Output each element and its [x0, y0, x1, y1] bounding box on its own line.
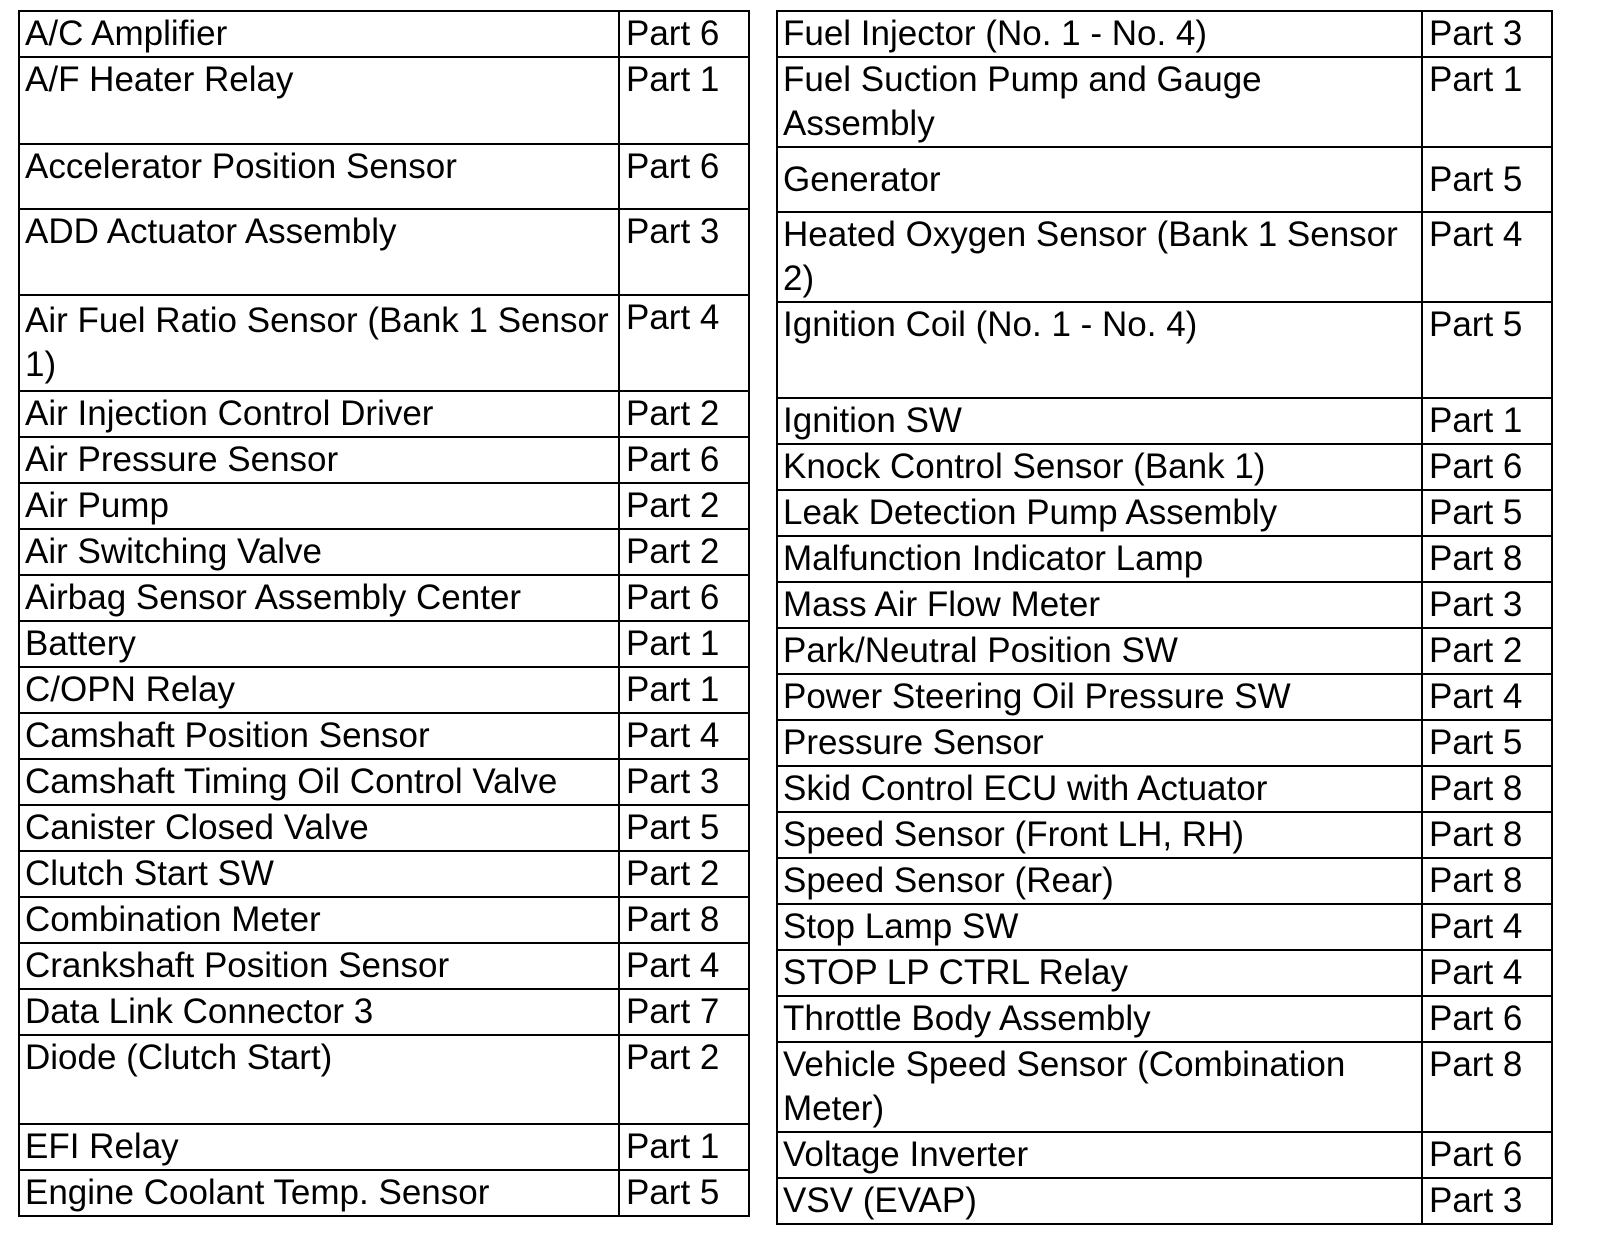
table-row	[19, 1170, 749, 1216]
table-row	[777, 398, 1552, 444]
part-number: Part 4	[619, 943, 749, 989]
table-row	[19, 1035, 749, 1124]
component-name: Speed Sensor (Front LH, RH)	[777, 812, 1422, 858]
table-row	[19, 57, 749, 144]
component-name: C/OPN Relay	[19, 667, 619, 713]
table-row	[777, 444, 1552, 490]
part-number: Part 4	[1422, 212, 1552, 302]
table-row	[19, 989, 749, 1035]
component-name: Mass Air Flow Meter	[777, 582, 1422, 628]
component-name: Knock Control Sensor (Bank 1)	[777, 444, 1422, 490]
part-number: Part 2	[619, 391, 749, 437]
part-number: Part 1	[1422, 398, 1552, 444]
table-row	[777, 582, 1552, 628]
table-row	[777, 302, 1552, 398]
component-name: Canister Closed Valve	[19, 805, 619, 851]
component-name: Voltage Inverter	[777, 1132, 1422, 1178]
part-number: Part 4	[619, 295, 749, 391]
component-name: Fuel Suction Pump and Gauge Assembly	[777, 57, 1422, 147]
table-row	[19, 1124, 749, 1170]
component-name: A/F Heater Relay	[19, 57, 619, 144]
part-number: Part 8	[1422, 766, 1552, 812]
table-row	[19, 391, 749, 437]
component-name: Fuel Injector (No. 1 - No. 4)	[777, 11, 1422, 57]
component-name: Heated Oxygen Sensor (Bank 1 Sensor 2)	[777, 212, 1422, 302]
component-name: Camshaft Position Sensor	[19, 713, 619, 759]
component-name: Air Pump	[19, 483, 619, 529]
component-name: Ignition Coil (No. 1 - No. 4)	[777, 302, 1422, 398]
component-name: Speed Sensor (Rear)	[777, 858, 1422, 904]
table-row	[777, 858, 1552, 904]
table-row	[19, 713, 749, 759]
component-name: Malfunction Indicator Lamp	[777, 536, 1422, 582]
part-number: Part 1	[619, 57, 749, 144]
table-row	[19, 621, 749, 667]
table-row	[19, 851, 749, 897]
component-name: VSV (EVAP)	[777, 1178, 1422, 1224]
part-number: Part 4	[1422, 950, 1552, 996]
part-number: Part 8	[1422, 858, 1552, 904]
component-name: Battery	[19, 621, 619, 667]
component-name: Vehicle Speed Sensor (Combination Meter)	[777, 1042, 1422, 1132]
table-row	[777, 1178, 1552, 1224]
part-number: Part 7	[619, 989, 749, 1035]
table-row	[777, 950, 1552, 996]
part-number: Part 8	[619, 897, 749, 943]
part-number: Part 6	[1422, 1132, 1552, 1178]
part-number: Part 6	[1422, 996, 1552, 1042]
component-name: Power Steering Oil Pressure SW	[777, 674, 1422, 720]
table-row	[19, 11, 749, 57]
table-row	[19, 943, 749, 989]
component-name: EFI Relay	[19, 1124, 619, 1170]
part-number: Part 4	[619, 713, 749, 759]
component-name: Throttle Body Assembly	[777, 996, 1422, 1042]
table-row	[19, 805, 749, 851]
part-number: Part 3	[1422, 582, 1552, 628]
part-number: Part 5	[1422, 490, 1552, 536]
table-row	[777, 720, 1552, 766]
component-name: Air Pressure Sensor	[19, 437, 619, 483]
part-number: Part 3	[1422, 1178, 1552, 1224]
part-number: Part 2	[619, 483, 749, 529]
part-number: Part 2	[619, 1035, 749, 1124]
part-number: Part 1	[1422, 57, 1552, 147]
component-name: Air Injection Control Driver	[19, 391, 619, 437]
part-number: Part 8	[1422, 1042, 1552, 1132]
table-row	[777, 57, 1552, 147]
part-number: Part 3	[1422, 11, 1552, 57]
table-row	[19, 209, 749, 295]
table-row	[777, 490, 1552, 536]
table-row	[19, 897, 749, 943]
table-row	[777, 996, 1552, 1042]
component-name: Clutch Start SW	[19, 851, 619, 897]
component-name: Ignition SW	[777, 398, 1422, 444]
component-name: Pressure Sensor	[777, 720, 1422, 766]
part-number: Part 5	[1422, 302, 1552, 398]
component-name: Engine Coolant Temp. Sensor	[19, 1170, 619, 1216]
component-name: Airbag Sensor Assembly Center	[19, 575, 619, 621]
part-number: Part 5	[619, 1170, 749, 1216]
component-name: Camshaft Timing Oil Control Valve	[19, 759, 619, 805]
left-index-table	[18, 10, 750, 1217]
table-row	[19, 759, 749, 805]
part-number: Part 4	[1422, 674, 1552, 720]
table-row	[19, 667, 749, 713]
table-row	[777, 674, 1552, 720]
table-row	[777, 147, 1552, 212]
table-row	[777, 766, 1552, 812]
part-number: Part 4	[1422, 904, 1552, 950]
table-row	[777, 1042, 1552, 1132]
component-name: Air Switching Valve	[19, 529, 619, 575]
component-name: STOP LP CTRL Relay	[777, 950, 1422, 996]
table-row	[777, 628, 1552, 674]
table-row	[19, 295, 749, 391]
table-row	[777, 11, 1552, 57]
part-number: Part 2	[1422, 628, 1552, 674]
part-number: Part 6	[619, 11, 749, 57]
part-number: Part 8	[1422, 536, 1552, 582]
part-number: Part 6	[619, 437, 749, 483]
table-row	[19, 437, 749, 483]
component-name: Generator	[777, 147, 1422, 212]
part-number: Part 6	[619, 575, 749, 621]
part-number: Part 6	[1422, 444, 1552, 490]
part-number: Part 1	[619, 1124, 749, 1170]
part-number: Part 1	[619, 621, 749, 667]
part-number: Part 6	[619, 144, 749, 209]
component-name: Diode (Clutch Start)	[19, 1035, 619, 1124]
right-index-table	[776, 10, 1553, 1225]
component-name: Park/Neutral Position SW	[777, 628, 1422, 674]
component-name: Air Fuel Ratio Sensor (Bank 1 Sensor 1)	[19, 295, 619, 391]
part-number: Part 8	[1422, 812, 1552, 858]
part-number: Part 5	[1422, 720, 1552, 766]
part-number: Part 3	[619, 209, 749, 295]
part-number: Part 5	[1422, 147, 1552, 212]
part-number: Part 5	[619, 805, 749, 851]
part-number: Part 1	[619, 667, 749, 713]
table-row	[777, 1132, 1552, 1178]
component-name: Leak Detection Pump Assembly	[777, 490, 1422, 536]
table-row	[19, 144, 749, 209]
table-row	[777, 212, 1552, 302]
component-name: Crankshaft Position Sensor	[19, 943, 619, 989]
table-row	[777, 536, 1552, 582]
component-name: ADD Actuator Assembly	[19, 209, 619, 295]
table-row	[19, 529, 749, 575]
table-row	[19, 483, 749, 529]
table-row	[19, 575, 749, 621]
component-name: Stop Lamp SW	[777, 904, 1422, 950]
part-number: Part 2	[619, 851, 749, 897]
component-name: Data Link Connector 3	[19, 989, 619, 1035]
table-row	[777, 812, 1552, 858]
part-number: Part 3	[619, 759, 749, 805]
part-number: Part 2	[619, 529, 749, 575]
component-name: A/C Amplifier	[19, 11, 619, 57]
component-name: Accelerator Position Sensor	[19, 144, 619, 209]
component-name: Combination Meter	[19, 897, 619, 943]
table-row	[777, 904, 1552, 950]
component-name: Skid Control ECU with Actuator	[777, 766, 1422, 812]
